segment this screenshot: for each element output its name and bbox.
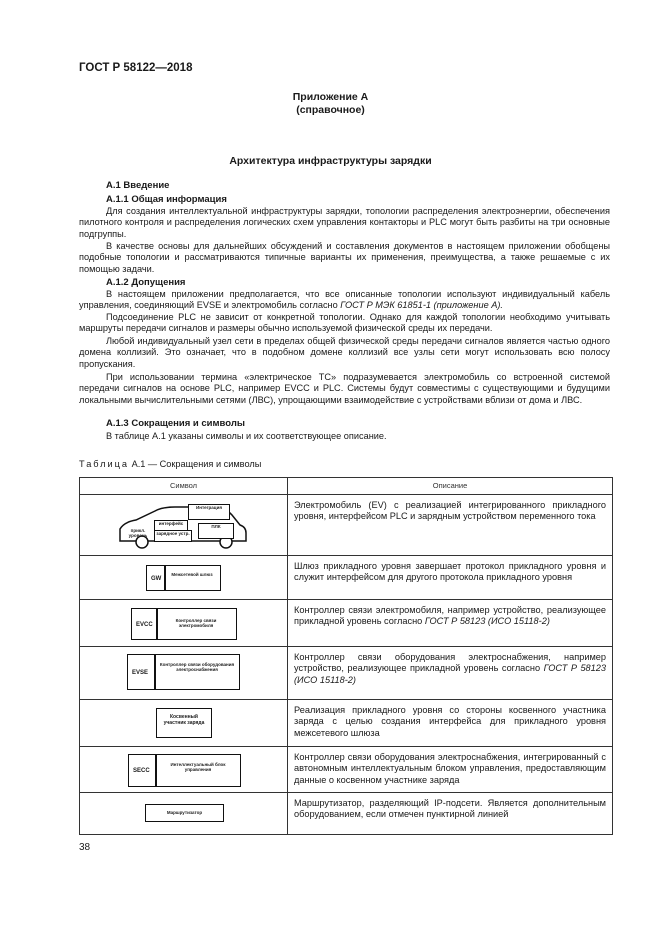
appendix-line2: (справочное) (296, 104, 365, 116)
car-integration-label: Интеграция (196, 505, 222, 510)
table-caption-rest: А.1 — Сокращения и символы (129, 459, 262, 469)
symbols-table (79, 477, 613, 835)
evcc-label: Контроллер связи электромобиля (175, 618, 217, 628)
table-caption-lead: Таблица (79, 459, 130, 469)
table-header-row (80, 478, 613, 495)
symbol-electric-vehicle (80, 495, 288, 556)
car-front-label: прикл. уровень (128, 528, 148, 538)
secc-smart-label: Интеллектуальный блок управления (170, 762, 226, 772)
table-row (80, 700, 613, 747)
symbol-gateway (80, 556, 288, 600)
heading-a11: А.1.1 Общая информация (106, 194, 227, 205)
car-plc-box (198, 523, 234, 539)
paragraph-1: Для создания интеллектуальной инфраструктуры зарядки, топологии распределения электроэнергии, обеспечения пилотного контроля и распределения логических схем управления контакторы и PLC могут быть разбиты на три основные подгруппы. (79, 206, 610, 239)
evse-controller-box (127, 654, 240, 690)
evse-abbr: EVSE (132, 670, 149, 676)
car-plc-label: ПЛК (211, 524, 221, 529)
router-label: Маршрутизатор (166, 810, 203, 815)
paragraph-6: При использовании термина «электрическое ТС» подразумевается электромобиль со встроенной системой передачи сигналов на основе PLC, например EVCC и PLC. Системы будут совместимы с существующими и будущими локальными вычислительными сетями (ЛВС), упрощающими взаимодействие с устройствами вблизи от дома и ЛВС. (79, 372, 610, 405)
symbol-indirect-participant (80, 700, 288, 747)
description-evse-controller (288, 647, 613, 700)
router-box (145, 804, 224, 822)
description-router: Маршрутизатор, разделяющий IP-подсети. Является дополнительным оборудованием, если отмечен пунктирной линией (288, 793, 613, 835)
symbol-router (80, 793, 288, 835)
secc-smart-box (128, 754, 241, 787)
description-electric-vehicle: Электромобиль (EV) с реализацией интегрированного прикладного уровня, интерфейсом PLC и зарядным устройством переменного тока (288, 495, 613, 556)
indirect-participant-label: Косвенный участник заряда (163, 714, 205, 726)
evse-divider (154, 655, 156, 689)
appendix-title (0, 91, 661, 117)
description-evcc (288, 600, 613, 647)
table-row (80, 793, 613, 835)
table-row (80, 747, 613, 793)
table-row (80, 600, 613, 647)
column-header-description: Описание (288, 478, 613, 495)
evcc-divider (156, 609, 158, 639)
evcc-box (131, 608, 237, 640)
description-secc-smart: Контроллер связи оборудования электроснабжения, интегрированный с автономным интеллектуальным блоком управления, предоставляющим данные о косвенном участнике заряда (288, 747, 613, 793)
description-evcc-reference: ГОСТ Р 58123 (ИСО 15118-2) (424, 616, 550, 627)
indirect-participant-box (156, 708, 212, 738)
paragraph-7: В таблице А.1 указаны символы и их соответствующее описание. (106, 431, 387, 441)
description-indirect-participant: Реализация прикладного уровня со стороны косвенного участника заряда с целью создания интерфейса для прикладного уровня межсетевого шлюза (288, 700, 613, 747)
symbol-evcc (80, 600, 288, 647)
paragraph-3-reference: ГОСТ Р МЭК 61851-1 (приложение А). (340, 300, 503, 311)
table-row (80, 495, 613, 556)
car-integration-box (188, 504, 230, 520)
document-id: ГОСТ Р 58122—2018 (79, 62, 193, 74)
column-header-symbol: Символ (80, 478, 288, 495)
description-evse-text: Контроллер связи оборудования электроснабжения, например устройство, реализующее прикладной уровень согласно (294, 652, 606, 674)
car-charger-label: зарядное устр. (156, 531, 190, 536)
gateway-abbr: GW (151, 576, 162, 582)
paragraph-2: В качестве основы для дальнейших обсуждений и составления документов в настоящем приложении обобщены подобные топологии и рассматриваются типичные варианты их применения, преимущества, а также решаемые с их помощью задачи. (79, 241, 610, 274)
table-caption (79, 459, 261, 469)
gateway-box (146, 565, 221, 591)
gateway-divider (164, 566, 166, 590)
symbol-secc-smart (80, 747, 288, 793)
description-evcc-text: Контроллер связи электромобиля, например устройство, реализующее прикладной уровень согласно (294, 605, 606, 627)
table-row (80, 647, 613, 700)
description-gateway: Шлюз прикладного уровня завершает протокол прикладного уровня и служит интерфейсом для другого протокола прикладного уровня (288, 556, 613, 600)
paragraph-3-text: В настоящем приложении предполагается, что все описанные топологии используют индивидуальный кабель управления, соединяющий EVSE и электромобиль согласно (79, 289, 610, 311)
car-charger-box (154, 530, 192, 542)
paragraph-4: Подсоединение PLC не зависит от конкретной топологии. Однако для каждой топологии необходимо учитывать маршруты передачи сигналов и размеры обычно используемой физической среды их передачи. (79, 312, 610, 334)
table-row (80, 556, 613, 600)
paragraph-5: Любой индивидуальный узел сети в пределах общей физической среды передачи сигналов является частью одного домена коллизий. Это означает, что в подобном домене коллизий все узлы сети могут использовать всю полосу пропускания. (79, 336, 610, 369)
symbol-evse-controller (80, 647, 288, 700)
heading-a1: А.1 Введение (106, 180, 170, 191)
heading-a12: А.1.2 Допущения (106, 277, 186, 288)
secc-divider (155, 755, 157, 786)
evcc-abbr: EVCC (136, 622, 153, 628)
paragraph-3 (79, 289, 610, 312)
heading-a13: А.1.3 Сокращения и символы (106, 418, 245, 429)
appendix-line1: Приложение А (292, 91, 369, 103)
evse-label: Контроллер связи оборудования электроснабжения (159, 662, 235, 672)
secc-abbr: SECC (133, 768, 150, 774)
car-interface-label: интерфейс (158, 521, 184, 526)
gateway-label: Межсетевой шлюз (171, 572, 213, 577)
description-evse-reference: ГОСТ Р 58123 (ИСО 15118-2) (294, 663, 606, 685)
section-title: Архитектура инфраструктуры зарядки (229, 155, 432, 167)
page-number: 38 (79, 842, 91, 853)
